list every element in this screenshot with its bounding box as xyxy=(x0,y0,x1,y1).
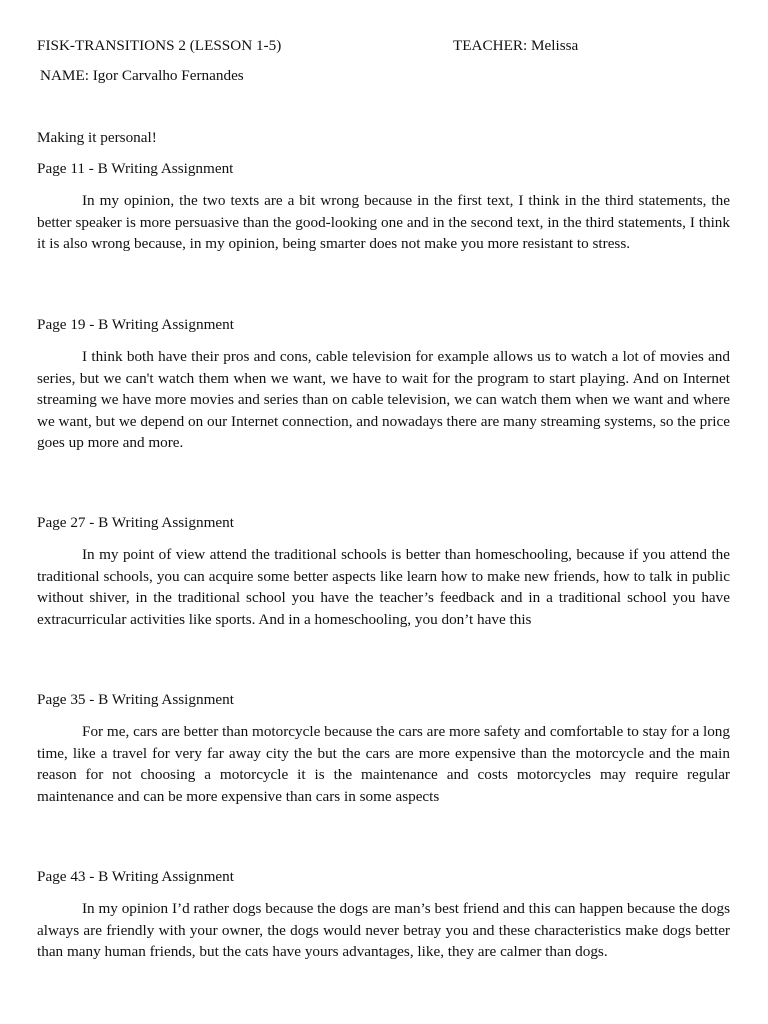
section-title: Page 43 - B Writing Assignment xyxy=(37,868,234,885)
section-body: In my opinion, the two texts are a bit wrong because in the first text, I think in the third statements, the better speaker is more persuasive than the good-looking one and in the second text, in the third statements, I think it is also wrong because, in my opinion, being smarter does not make you more resistant to stress. xyxy=(37,192,730,252)
section-body: I think both have their pros and cons, cable television for example allows us to watch a lot of movies and series, but we can't watch them when we want, we have to wait for the program to start playing. And on Internet streaming we have more movies and series than on cable television, we can watch them when we want and where we want, but we depend on our Internet connection, and nowadays there are many streaming systems, so the price goes up more and more. xyxy=(37,348,730,451)
assignment-section xyxy=(37,691,730,807)
section-body: In my point of view attend the traditional schools is better than homeschooling, because if you attend the traditional schools, you can acquire some better aspects like learn how to make new friends, how to talk in public without shiver, in the traditional school you have the teacher’s feedback and in a traditional school you have extracurricular activities like sports. And in a homeschooling, you don’t have this xyxy=(37,546,730,628)
course-title: FISK-TRANSITIONS 2 (LESSON 1-5) xyxy=(37,37,282,54)
section-title: Page 27 - B Writing Assignment xyxy=(37,514,234,531)
teacher-name: TEACHER: Melissa xyxy=(453,37,579,54)
assignment-section xyxy=(37,514,730,630)
section-body: In my opinion I’d rather dogs because the dogs are man’s best friend and this can happen because the dogs always are friendly with your owner, the dogs would never betray you and these characteristics make dogs better than many human friends, but the cats have yours advantages, like, they are calmer than dogs. xyxy=(37,900,730,960)
section-title: Page 35 - B Writing Assignment xyxy=(37,691,234,708)
student-name: NAME: Igor Carvalho Fernandes xyxy=(40,67,244,84)
assignment-section xyxy=(37,316,730,454)
section-title: Page 19 - B Writing Assignment xyxy=(37,316,234,333)
intro-heading: Making it personal! xyxy=(37,129,157,146)
assignment-section xyxy=(37,160,730,255)
section-body: For me, cars are better than motorcycle because the cars are more safety and comfortable to stay for a long time, like a travel for very far away city the but the cars are more expensive than the motorcycle and the main reason for not choosing a motorcycle it is the maintenance and costs motorcycles may require regular maintenance and can be more expensive than cars in some aspects xyxy=(37,723,730,805)
section-title: Page 11 - B Writing Assignment xyxy=(37,160,234,177)
assignment-section xyxy=(37,868,730,963)
